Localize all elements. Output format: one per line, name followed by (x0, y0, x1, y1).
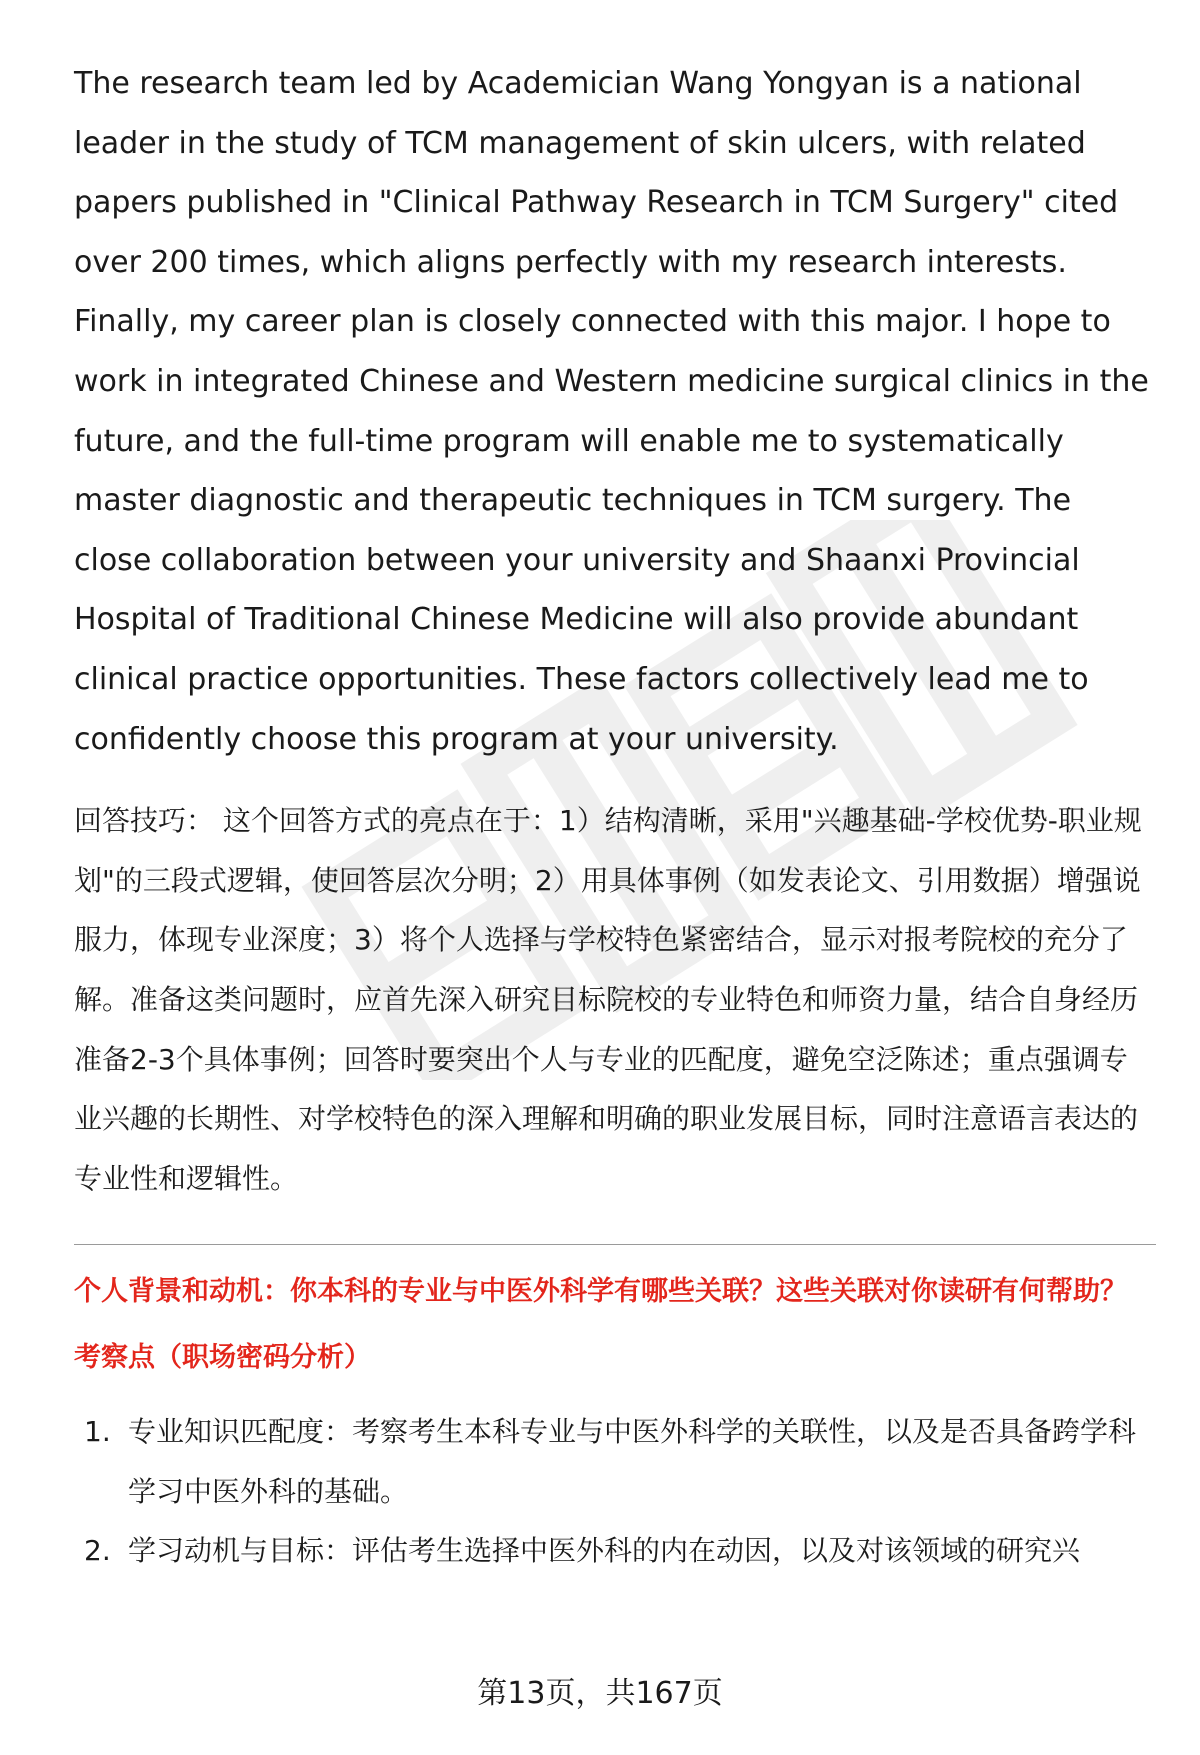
section-divider (74, 1244, 1156, 1245)
list-item-text: 学习动机与目标：评估考生选择中医外科的内在动因，以及对该领域的研究兴 (128, 1534, 1081, 1568)
list-item (74, 1521, 1154, 1581)
question-heading: 个人背景和动机：你本科的专业与中医外科学有哪些关联？这些关联对你读研有何帮助？ (74, 1276, 1127, 1308)
list-item-text: 专业知识匹配度：考察考生本科专业与中医外科学的关联性，以及是否具备跨学科学习中医外科的基础。 (128, 1415, 1137, 1508)
list-item-number: 1. (84, 1415, 111, 1449)
page-number-footer: 第13页，共167页 (477, 1676, 723, 1711)
list-item-number: 2. (84, 1534, 111, 1568)
assessment-points-heading: 考察点（职场密码分析） (74, 1342, 371, 1374)
answer-tips-paragraph: 回答技巧： 这个回答方式的亮点在于：1）结构清晰，采用"兴趣基础-学校优势-职业规划"的三段式逻辑，使回答层次分明；2）用具体事例（如发表论文、引用数据）增强说服力，体现专业深度；3）将个人选择与学校特色紧密结合，显示对报考院校的充分了解。准备这类问题时，应首先深入研究目标院校的专业特色和师资力量，结合自身经历准备2-3个具体事例；回答时要突出个人与专业的匹配度，避免空泛陈述；重点强调专业兴趣的长期性、对学校特色的深入理解和明确的职业发展目标，同时注意语言表达的专业性和逻辑性。 (74, 804, 1142, 1195)
answer-paragraph: The research team led by Academician Wang Yongyan is a national leader in the study of TCM management of skin ulcers, with related papers published in "Clinical Pathway Research in TCM Surgery" cited over 200 times, which aligns perfectly with my research interests. Finally, my career plan is closely connected with this major. I hope to work in integrated Chinese and Western medicine surgical clinics in the future, and the full-time program will enable me to systematically master diagnostic and therapeutic techniques in TCM surgery. The close collaboration between your university and Shaanxi Provincial Hospital of Traditional Chinese Medicine will also provide abundant clinical practice opportunities. These factors collectively lead me to confidently choose this program at your university. (74, 66, 1149, 757)
assessment-points-list (74, 1402, 1154, 1581)
page-content (74, 54, 1154, 1581)
list-item (74, 1402, 1154, 1521)
